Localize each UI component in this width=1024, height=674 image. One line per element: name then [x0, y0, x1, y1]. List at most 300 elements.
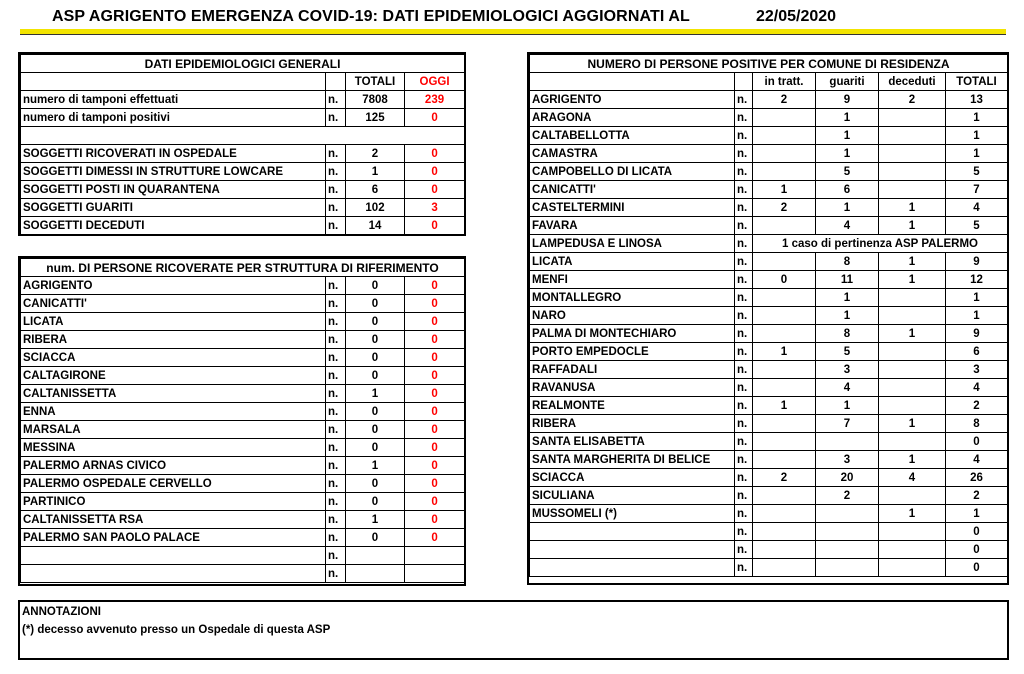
- table-row: [530, 325, 1008, 343]
- table-row: [21, 331, 465, 349]
- totali-value: 9: [946, 253, 1008, 271]
- totali-value: 0: [346, 277, 405, 295]
- table-row: [530, 433, 1008, 451]
- structure-name: CALTANISSETTA RSA: [21, 511, 326, 529]
- comune-name: CAMPOBELLO DI LICATA: [530, 163, 735, 181]
- table-row: [530, 415, 1008, 433]
- row-label: SOGGETTI POSTI IN QUARANTENA: [21, 181, 326, 199]
- unit-cell: n.: [735, 91, 753, 109]
- col-in-trattamento: in tratt.: [753, 73, 816, 91]
- guariti-value: 7: [816, 415, 879, 433]
- totali-value: 9: [946, 325, 1008, 343]
- header-spacer: [735, 73, 753, 91]
- table-row: [530, 271, 1008, 289]
- table-row: [530, 361, 1008, 379]
- unit-cell: n.: [326, 313, 346, 331]
- structure-name: MARSALA: [21, 421, 326, 439]
- deceduti-value: [879, 289, 946, 307]
- structures-box: [18, 256, 466, 586]
- structure-name: PALERMO ARNAS CIVICO: [21, 457, 326, 475]
- deceduti-value: 1: [879, 253, 946, 271]
- guariti-value: 1: [816, 289, 879, 307]
- table-row: [530, 145, 1008, 163]
- in-trattamento-value: 2: [753, 469, 816, 487]
- table-row: [530, 163, 1008, 181]
- guariti-value: 3: [816, 361, 879, 379]
- comuni-title: NUMERO DI PERSONE POSITIVE PER COMUNE DI RESIDENZA: [530, 55, 1008, 73]
- unit-cell: n.: [735, 325, 753, 343]
- in-trattamento-value: [753, 433, 816, 451]
- unit-cell: n.: [326, 163, 346, 181]
- deceduti-value: [879, 307, 946, 325]
- page-title: ASP AGRIGENTO EMERGENZA COVID-19: DATI EPIDEMIOLOGICI AGGIORNATI AL: [52, 8, 690, 25]
- unit-cell: n.: [735, 487, 753, 505]
- general-data-box: [18, 52, 466, 236]
- annotations-text: (*) decesso avvenuto presso un Ospedale di questa ASP: [22, 624, 331, 636]
- table-row: [21, 181, 465, 199]
- in-trattamento-value: [753, 361, 816, 379]
- structure-name: PARTINICO: [21, 493, 326, 511]
- table-row: [21, 565, 465, 583]
- totali-value: 0: [346, 421, 405, 439]
- unit-cell: n.: [326, 181, 346, 199]
- oggi-value: 239: [405, 91, 465, 109]
- guariti-value: 1: [816, 145, 879, 163]
- deceduti-value: 1: [879, 415, 946, 433]
- unit-cell: n.: [326, 565, 346, 583]
- comune-name: SANTA ELISABETTA: [530, 433, 735, 451]
- unit-cell: n.: [735, 289, 753, 307]
- table-row: [21, 493, 465, 511]
- structure-name: CANICATTI': [21, 295, 326, 313]
- totali-value: 0: [346, 367, 405, 385]
- deceduti-value: [879, 559, 946, 577]
- structure-name: [21, 565, 326, 583]
- guariti-value: 1: [816, 397, 879, 415]
- col-totali: TOTALI: [346, 73, 405, 91]
- structure-name: PALERMO SAN PAOLO PALACE: [21, 529, 326, 547]
- comune-name: MUSSOMELI (*): [530, 505, 735, 523]
- col-deceduti: deceduti: [879, 73, 946, 91]
- deceduti-value: [879, 433, 946, 451]
- unit-cell: n.: [326, 91, 346, 109]
- unit-cell: n.: [735, 559, 753, 577]
- table-row: [21, 109, 465, 127]
- table-row: [530, 559, 1008, 577]
- table-row: [530, 541, 1008, 559]
- in-trattamento-value: [753, 487, 816, 505]
- guariti-value: 20: [816, 469, 879, 487]
- totali-value: 0: [346, 529, 405, 547]
- in-trattamento-value: [753, 451, 816, 469]
- comune-name: SCIACCA: [530, 469, 735, 487]
- totali-value: 1: [946, 289, 1008, 307]
- totali-value: 5: [946, 163, 1008, 181]
- guariti-value: 2: [816, 487, 879, 505]
- table-row: [21, 457, 465, 475]
- totali-value: 0: [946, 433, 1008, 451]
- table-row: [21, 421, 465, 439]
- totali-value: 6: [946, 343, 1008, 361]
- table-row: [21, 349, 465, 367]
- totali-value: 0: [946, 559, 1008, 577]
- table-row: [530, 217, 1008, 235]
- totali-value: 14: [346, 217, 405, 235]
- oggi-value: 0: [405, 457, 465, 475]
- in-trattamento-value: [753, 505, 816, 523]
- in-trattamento-value: [753, 379, 816, 397]
- in-trattamento-value: [753, 145, 816, 163]
- row-label: numero di tamponi positivi: [21, 109, 326, 127]
- structures-title: num. DI PERSONE RICOVERATE PER STRUTTURA DI RIFERIMENTO: [21, 259, 465, 277]
- totali-value: 4: [946, 451, 1008, 469]
- deceduti-value: 4: [879, 469, 946, 487]
- totali-value: 7808: [346, 91, 405, 109]
- oggi-value: 0: [405, 385, 465, 403]
- comuni-header-row: [530, 73, 1008, 91]
- structure-name: MESSINA: [21, 439, 326, 457]
- header-underline: [20, 29, 1006, 35]
- table-row: [530, 109, 1008, 127]
- guariti-value: 3: [816, 451, 879, 469]
- totali-value: 0: [346, 403, 405, 421]
- table-row: [530, 487, 1008, 505]
- comune-name: CALTABELLOTTA: [530, 127, 735, 145]
- unit-cell: n.: [326, 457, 346, 475]
- totali-value: 4: [946, 379, 1008, 397]
- totali-value: 2: [946, 397, 1008, 415]
- table-row: [530, 397, 1008, 415]
- table-row: [530, 253, 1008, 271]
- deceduti-value: [879, 523, 946, 541]
- unit-cell: n.: [735, 253, 753, 271]
- totali-value: 7: [946, 181, 1008, 199]
- table-row: [530, 379, 1008, 397]
- comune-name: PORTO EMPEDOCLE: [530, 343, 735, 361]
- unit-cell: n.: [735, 505, 753, 523]
- in-trattamento-value: [753, 415, 816, 433]
- oggi-value: 3: [405, 199, 465, 217]
- table-row: [21, 403, 465, 421]
- totali-value: 1: [946, 145, 1008, 163]
- comune-name: RAVANUSA: [530, 379, 735, 397]
- comune-name: REALMONTE: [530, 397, 735, 415]
- comune-note: 1 caso di pertinenza ASP PALERMO: [753, 235, 1008, 253]
- unit-cell: n.: [735, 307, 753, 325]
- totali-value: 5: [946, 217, 1008, 235]
- col-totali: TOTALI: [946, 73, 1008, 91]
- unit-cell: n.: [326, 511, 346, 529]
- in-trattamento-value: 1: [753, 181, 816, 199]
- page-header: [20, 4, 1010, 32]
- oggi-value: 0: [405, 367, 465, 385]
- structure-name: [21, 547, 326, 565]
- deceduti-value: 2: [879, 91, 946, 109]
- structures-table: [20, 258, 465, 583]
- unit-cell: n.: [735, 523, 753, 541]
- guariti-value: 8: [816, 253, 879, 271]
- table-row: [21, 145, 465, 163]
- comune-name: CASTELTERMINI: [530, 199, 735, 217]
- comune-name: ARAGONA: [530, 109, 735, 127]
- unit-cell: n.: [735, 397, 753, 415]
- oggi-value: 0: [405, 511, 465, 529]
- unit-cell: n.: [735, 145, 753, 163]
- in-trattamento-value: [753, 163, 816, 181]
- in-trattamento-value: [753, 541, 816, 559]
- totali-value: [346, 565, 405, 583]
- deceduti-value: 1: [879, 325, 946, 343]
- general-title: DATI EPIDEMIOLOGICI GENERALI: [21, 55, 465, 73]
- col-oggi: OGGI: [405, 73, 465, 91]
- guariti-value: 6: [816, 181, 879, 199]
- unit-cell: n.: [735, 469, 753, 487]
- unit-cell: n.: [326, 421, 346, 439]
- unit-cell: n.: [735, 181, 753, 199]
- header-spacer: [326, 73, 346, 91]
- in-trattamento-value: [753, 127, 816, 145]
- totali-value: 1: [346, 457, 405, 475]
- oggi-value: 0: [405, 313, 465, 331]
- oggi-value: 0: [405, 277, 465, 295]
- oggi-value: 0: [405, 109, 465, 127]
- unit-cell: n.: [735, 199, 753, 217]
- table-row: [21, 217, 465, 235]
- oggi-value: [405, 565, 465, 583]
- guariti-value: [816, 559, 879, 577]
- table-row: [21, 547, 465, 565]
- totali-value: 1: [346, 163, 405, 181]
- totali-value: 1: [346, 385, 405, 403]
- comune-name: PALMA DI MONTECHIARO: [530, 325, 735, 343]
- unit-cell: n.: [326, 145, 346, 163]
- guariti-value: 1: [816, 109, 879, 127]
- unit-cell: n.: [326, 199, 346, 217]
- oggi-value: 0: [405, 295, 465, 313]
- unit-cell: n.: [326, 109, 346, 127]
- totali-value: 1: [946, 505, 1008, 523]
- table-row: [530, 469, 1008, 487]
- in-trattamento-value: [753, 289, 816, 307]
- table-row: [21, 277, 465, 295]
- oggi-value: 0: [405, 421, 465, 439]
- general-data-table: [20, 54, 465, 235]
- comune-name: RIBERA: [530, 415, 735, 433]
- unit-cell: n.: [735, 271, 753, 289]
- unit-cell: n.: [735, 163, 753, 181]
- guariti-value: 4: [816, 379, 879, 397]
- in-trattamento-value: [753, 325, 816, 343]
- oggi-value: 0: [405, 529, 465, 547]
- deceduti-value: [879, 145, 946, 163]
- comune-name: NARO: [530, 307, 735, 325]
- totali-value: 0: [346, 295, 405, 313]
- oggi-value: 0: [405, 403, 465, 421]
- oggi-value: [405, 547, 465, 565]
- comune-name: LAMPEDUSA E LINOSA: [530, 235, 735, 253]
- comune-name: FAVARA: [530, 217, 735, 235]
- col-guariti: guariti: [816, 73, 879, 91]
- guariti-value: [816, 523, 879, 541]
- structure-name: CALTANISSETTA: [21, 385, 326, 403]
- totali-value: 1: [346, 511, 405, 529]
- totali-value: 102: [346, 199, 405, 217]
- guariti-value: 11: [816, 271, 879, 289]
- deceduti-value: [879, 343, 946, 361]
- general-title-row: [21, 55, 465, 73]
- structure-name: PALERMO OSPEDALE CERVELLO: [21, 475, 326, 493]
- deceduti-value: [879, 181, 946, 199]
- table-row: [530, 343, 1008, 361]
- table-row: [530, 451, 1008, 469]
- row-label: SOGGETTI RICOVERATI IN OSPEDALE: [21, 145, 326, 163]
- totali-value: 26: [946, 469, 1008, 487]
- totali-value: 0: [346, 493, 405, 511]
- totali-value: 8: [946, 415, 1008, 433]
- unit-cell: n.: [735, 217, 753, 235]
- totali-value: 2: [946, 487, 1008, 505]
- oggi-value: 0: [405, 475, 465, 493]
- unit-cell: n.: [735, 379, 753, 397]
- comuni-table: [529, 54, 1008, 577]
- guariti-value: 4: [816, 217, 879, 235]
- comune-name: RAFFADALI: [530, 361, 735, 379]
- table-row: [21, 367, 465, 385]
- row-label: numero di tamponi effettuati: [21, 91, 326, 109]
- comune-name: CAMASTRA: [530, 145, 735, 163]
- in-trattamento-value: 2: [753, 199, 816, 217]
- table-row: [21, 163, 465, 181]
- totali-value: 1: [946, 307, 1008, 325]
- comune-name: [530, 523, 735, 541]
- in-trattamento-value: 1: [753, 343, 816, 361]
- structure-name: LICATA: [21, 313, 326, 331]
- table-row: [21, 313, 465, 331]
- unit-cell: n.: [326, 349, 346, 367]
- oggi-value: 0: [405, 439, 465, 457]
- structure-name: AGRIGENTO: [21, 277, 326, 295]
- header-spacer: [530, 73, 735, 91]
- deceduti-value: 1: [879, 451, 946, 469]
- table-row: [21, 439, 465, 457]
- comuni-title-row: [530, 55, 1008, 73]
- table-row: [530, 289, 1008, 307]
- table-row: [530, 127, 1008, 145]
- oggi-value: 0: [405, 217, 465, 235]
- deceduti-value: [879, 127, 946, 145]
- table-row: [21, 475, 465, 493]
- report-date: 22/05/2020: [756, 8, 837, 25]
- totali-value: 2: [346, 145, 405, 163]
- in-trattamento-value: 0: [753, 271, 816, 289]
- spacer-row: [21, 127, 465, 145]
- table-row: [21, 385, 465, 403]
- totali-value: 0: [346, 475, 405, 493]
- in-trattamento-value: [753, 253, 816, 271]
- totali-value: 1: [946, 127, 1008, 145]
- row-label: SOGGETTI DECEDUTI: [21, 217, 326, 235]
- unit-cell: n.: [735, 235, 753, 253]
- guariti-value: 5: [816, 163, 879, 181]
- spacer-cell: [21, 127, 465, 145]
- table-row: [530, 91, 1008, 109]
- unit-cell: n.: [326, 367, 346, 385]
- annotations-box: [18, 600, 1009, 660]
- table-row: [21, 295, 465, 313]
- guariti-value: 1: [816, 199, 879, 217]
- structure-name: SCIACCA: [21, 349, 326, 367]
- deceduti-value: [879, 541, 946, 559]
- unit-cell: n.: [735, 541, 753, 559]
- unit-cell: n.: [326, 439, 346, 457]
- totali-value: 4: [946, 199, 1008, 217]
- in-trattamento-value: [753, 559, 816, 577]
- unit-cell: n.: [735, 343, 753, 361]
- comune-name: AGRIGENTO: [530, 91, 735, 109]
- totali-value: 125: [346, 109, 405, 127]
- comune-name: MONTALLEGRO: [530, 289, 735, 307]
- annotations-title: ANNOTAZIONI: [22, 606, 102, 618]
- totali-value: 0: [946, 541, 1008, 559]
- oggi-value: 0: [405, 181, 465, 199]
- deceduti-value: [879, 487, 946, 505]
- unit-cell: n.: [735, 451, 753, 469]
- guariti-value: 1: [816, 307, 879, 325]
- table-row: [530, 307, 1008, 325]
- in-trattamento-value: 2: [753, 91, 816, 109]
- totali-value: 12: [946, 271, 1008, 289]
- comune-name: LICATA: [530, 253, 735, 271]
- deceduti-value: [879, 109, 946, 127]
- oggi-value: 0: [405, 163, 465, 181]
- table-row: [21, 199, 465, 217]
- unit-cell: n.: [735, 361, 753, 379]
- comune-name: SICULIANA: [530, 487, 735, 505]
- totali-value: 0: [346, 439, 405, 457]
- guariti-value: 5: [816, 343, 879, 361]
- unit-cell: n.: [326, 493, 346, 511]
- unit-cell: n.: [735, 109, 753, 127]
- unit-cell: n.: [326, 331, 346, 349]
- unit-cell: n.: [326, 277, 346, 295]
- deceduti-value: [879, 379, 946, 397]
- in-trattamento-value: [753, 217, 816, 235]
- table-row: [530, 199, 1008, 217]
- deceduti-value: 1: [879, 199, 946, 217]
- row-label: SOGGETTI GUARITI: [21, 199, 326, 217]
- deceduti-value: 1: [879, 217, 946, 235]
- in-trattamento-value: [753, 307, 816, 325]
- deceduti-value: [879, 163, 946, 181]
- totali-value: 3: [946, 361, 1008, 379]
- table-row: [21, 91, 465, 109]
- structure-name: CALTAGIRONE: [21, 367, 326, 385]
- table-row: [530, 235, 1008, 253]
- table-row: [21, 529, 465, 547]
- unit-cell: n.: [326, 295, 346, 313]
- comuni-box: [527, 52, 1009, 585]
- header-spacer: [21, 73, 326, 91]
- totali-value: 0: [346, 349, 405, 367]
- totali-value: [346, 547, 405, 565]
- table-row: [530, 505, 1008, 523]
- comune-name: [530, 559, 735, 577]
- unit-cell: n.: [326, 475, 346, 493]
- row-label: SOGGETTI DIMESSI IN STRUTTURE LOWCARE: [21, 163, 326, 181]
- unit-cell: n.: [326, 385, 346, 403]
- totali-value: 0: [346, 331, 405, 349]
- unit-cell: n.: [735, 433, 753, 451]
